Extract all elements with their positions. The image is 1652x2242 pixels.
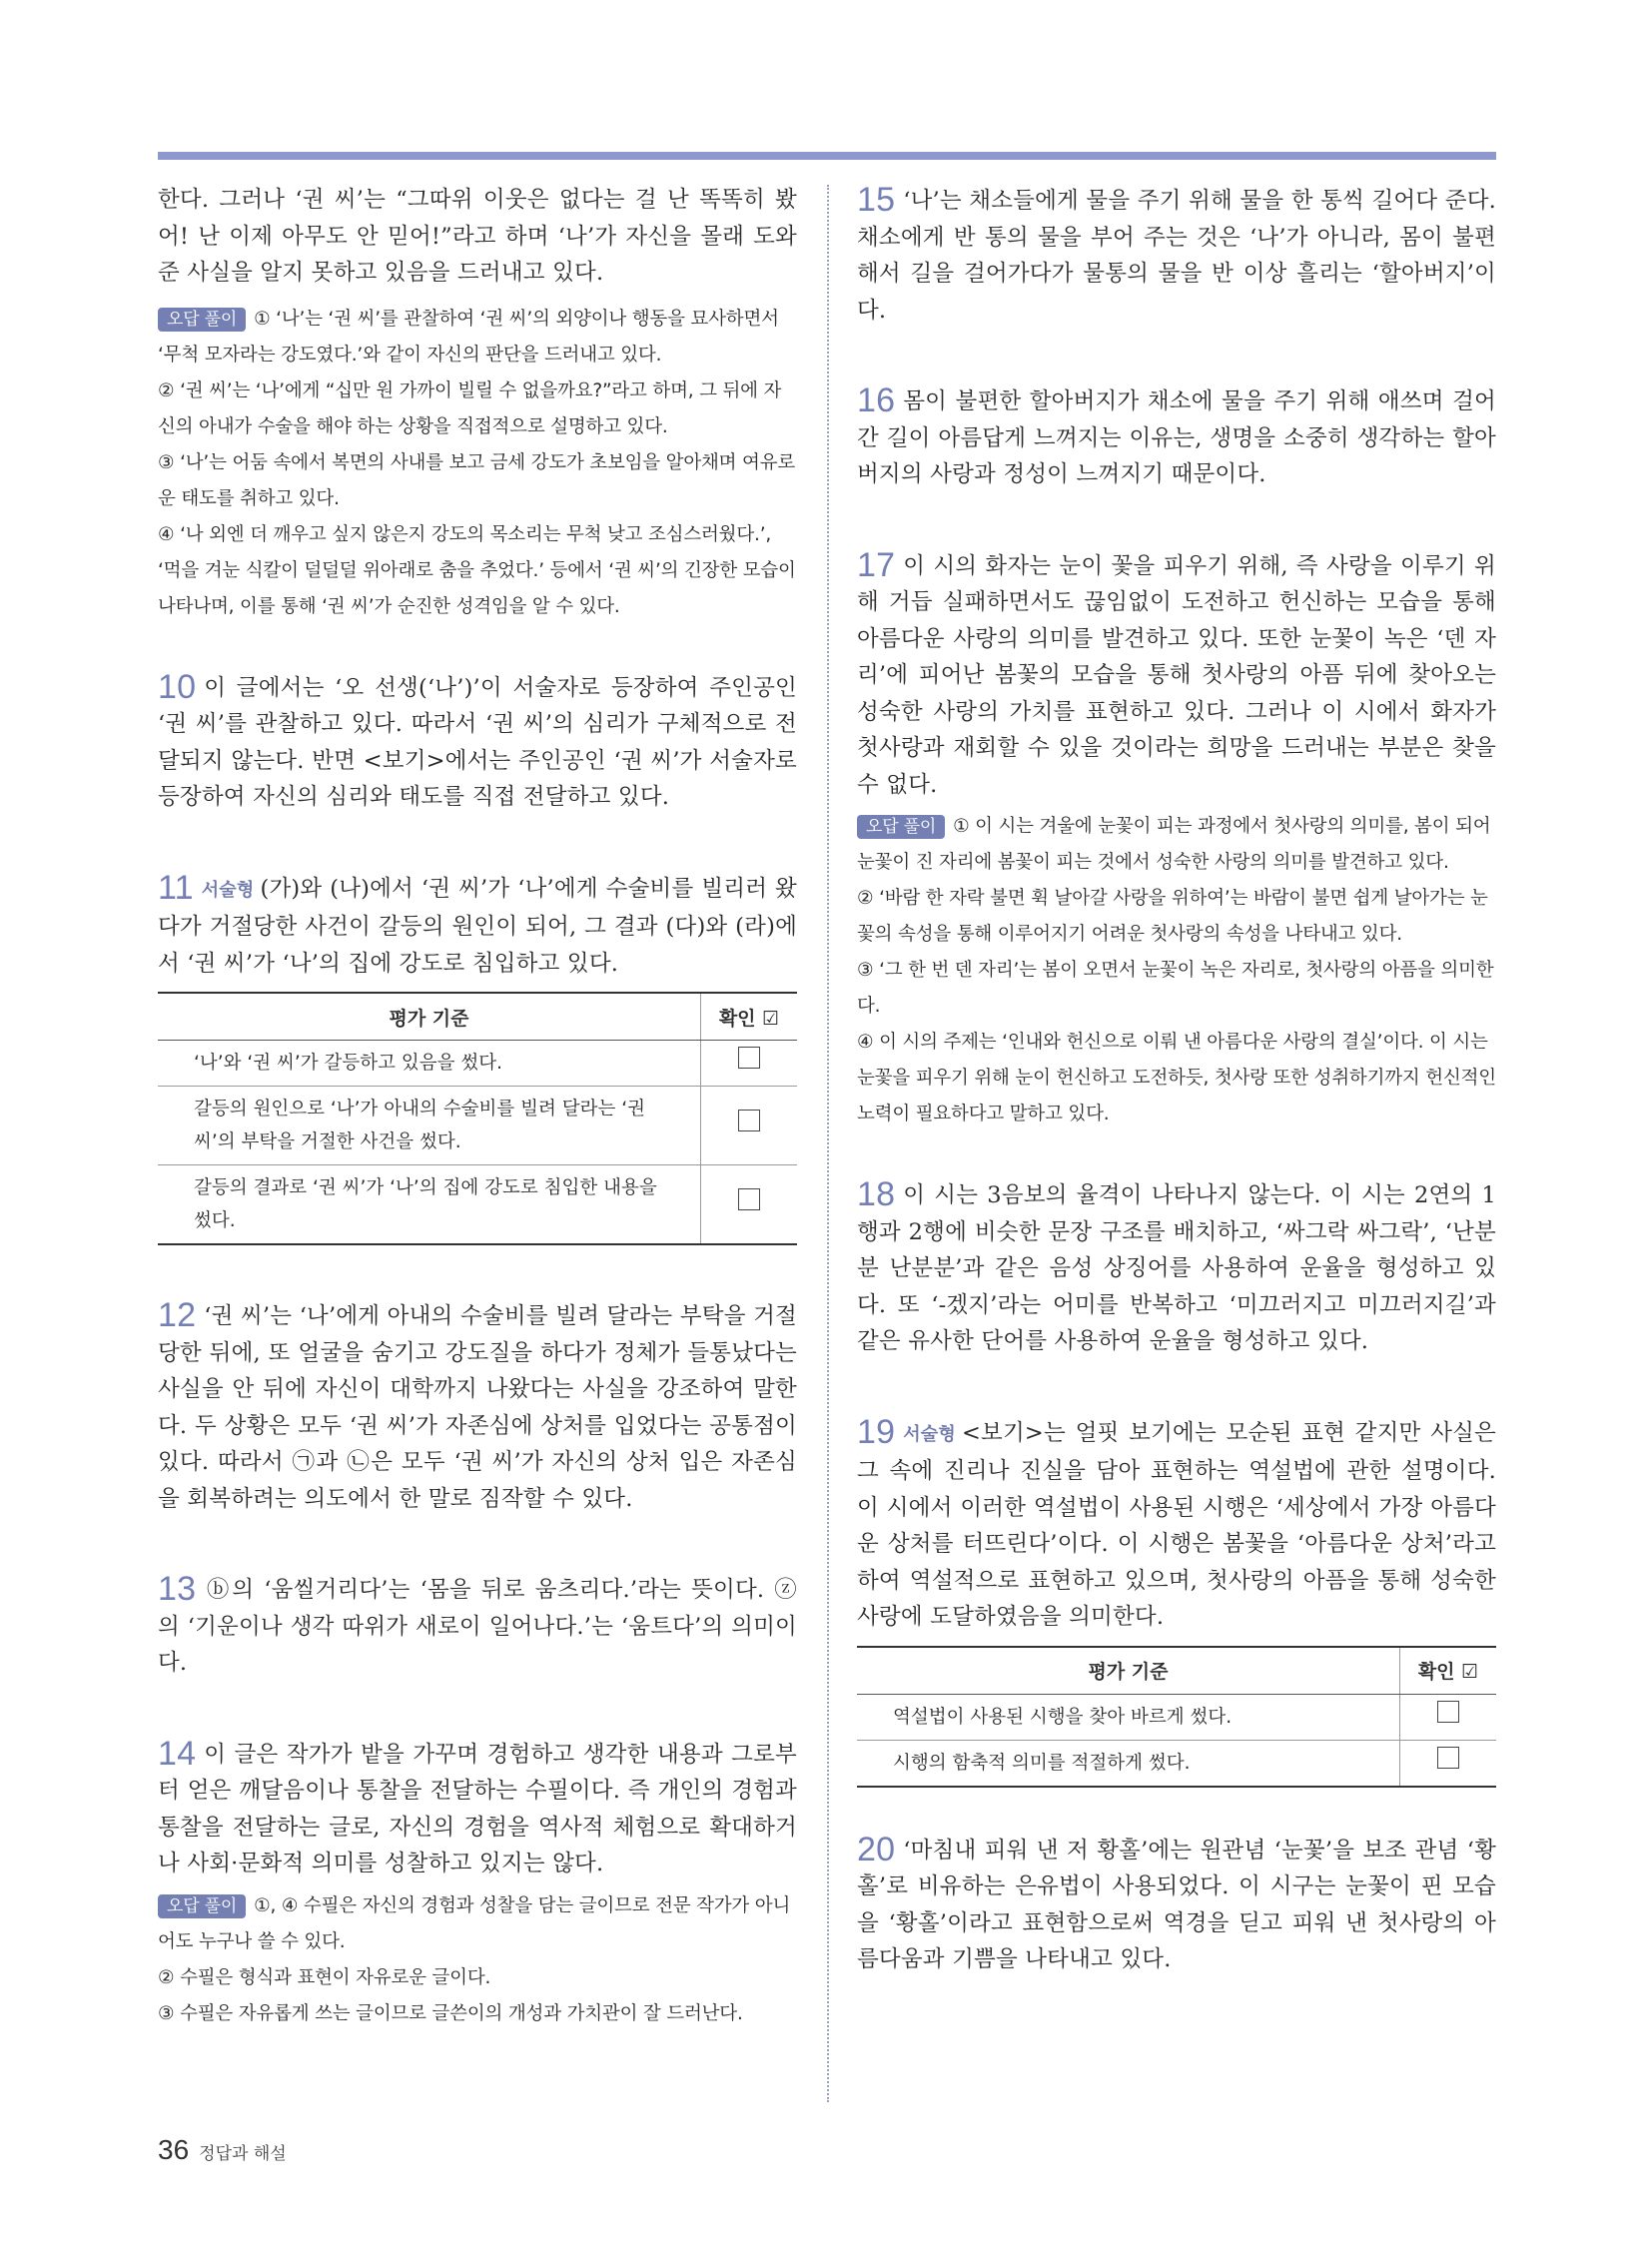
check-header: 확인 ☑	[1400, 1647, 1497, 1695]
note-line: ④ 이 시의 주제는 ‘인내와 헌신으로 이뤄 낸 아름다운 사랑의 결실’이다. 이 시는 눈꽃을 피우기 위해 눈이 헌신하고 도전하듯, 첫사랑 또한 성취하기까지 헌신적인 노력이 필요하다고 말하고 있다.	[857, 1032, 1496, 1124]
answer-13	[158, 1571, 797, 1682]
answer-text: ⓑ의 ‘움씰거리다’는 ‘몸을 뒤로 움츠리다.’라는 뜻이다. ⓩ의 ‘기운이나 생각 따위가 새로이 일어나다.’는 ‘움트다’의 의미이다.	[158, 1577, 797, 1676]
question-number: 15	[857, 181, 896, 219]
answer-11	[158, 870, 797, 1246]
answer-12	[158, 1297, 797, 1517]
criteria-header: 평가 기준	[158, 993, 701, 1041]
note-line: ①, ④ 수필은 자신의 경험과 성찰을 담는 글이므로 전문 작가가 아니어도 누구나 쓸 수 있다.	[158, 1894, 791, 1952]
note-block-17	[857, 809, 1496, 1132]
note-line: ③ 수필은 자유롭게 쓰는 글이므로 글쓴이의 개성과 가치관이 잘 드러난다.	[158, 2002, 743, 2024]
left-column	[158, 182, 797, 2032]
note-line: ③ ‘나’는 어둠 속에서 복면의 사내를 보고 금세 강도가 초보임을 알아채며 여유로운 태도를 취하고 있다.	[158, 451, 796, 509]
essay-tag: 서술형	[201, 879, 255, 901]
answer-text: <보기>는 얼핏 보기에는 모순된 표현 같지만 사실은 그 속에 진리나 진실을 담아 표현하는 역설법에 관한 설명이다. 이 시에서 이러한 역설법이 사용된 시행은 ‘세상에서 가장 아름다운 상처를 터뜨린다’이다. 이 시행은 봄꽃을 ‘아름다운 상처’라고 하여 역설적으로 표현하고 있으며, 첫사랑의 아픔을 통해 성숙한 사랑에 도달하였음을 의미한다.	[857, 1419, 1496, 1630]
answer-text: (가)와 (나)에서 ‘권 씨’가 ‘나’에게 수술비를 빌리러 왔다가 거절당한 사건이 갈등의 원인이 되어, 그 결과 (다)와 (라)에서 ‘권 씨’가 ‘나’의 집에 강도로 침입하고 있다.	[158, 875, 797, 977]
criteria-cell: 역설법이 사용된 시행을 찾아 바르게 썼다.	[857, 1694, 1400, 1740]
question-number: 18	[857, 1175, 896, 1213]
question-number: 11	[158, 868, 194, 907]
page-number: 36	[158, 2134, 190, 2165]
answer-text: ‘나’는 채소들에게 물을 주기 위해 물을 한 통씩 길어다 준다. 채소에게 반 통의 물을 부어 주는 것은 ‘나’가 아니라, 몸이 불편해서 길을 걸어가다가 물통의 물을 반 이상 흘리는 ‘할아버지’이다.	[857, 188, 1496, 324]
note-line: ③ ‘그 한 번 덴 자리’는 봄이 오면서 눈꽃이 녹은 자리로, 첫사랑의 아픔을 의미한다.	[857, 960, 1494, 1017]
criteria-cell: 시행의 함축적 의미를 적절하게 썼다.	[857, 1740, 1400, 1787]
check-header: 확인 ☑	[701, 993, 798, 1041]
wrong-answer-badge: 오답 풀이	[158, 1894, 246, 1918]
header-rule	[158, 152, 1496, 160]
answer-text: 이 글은 작가가 밭을 가꾸며 경험하고 생각한 내용과 그로부터 얻은 깨달음이나 통찰을 전달하는 수필이다. 즉 개인의 경험과 통찰을 전달하는 글로, 자신의 경험을 역사적 체험으로 확대하거나 사회·문화적 의미를 성찰하고 있지는 않다.	[158, 1741, 797, 1876]
answer-text: 이 글에서는 ‘오 선생(‘나’)’이 서술자로 등장하여 주인공인 ‘권 씨’를 관찰하고 있다. 따라서 ‘권 씨’의 심리가 구체적으로 전달되지 않는다. 반면 <보기>에서는 주인공인 ‘권 씨’가 서술자로 등장하여 자신의 심리와 태도를 직접 전달하고 있다.	[158, 674, 797, 810]
question-number: 12	[158, 1296, 197, 1334]
answer-text: ‘권 씨’는 ‘나’에게 아내의 수술비를 빌려 달라는 부탁을 거절당한 뒤에, 또 얼굴을 숨기고 강도질을 하다가 정체가 들통났다는 사실을 안 뒤에 자신이 대학까지 나왔다는 사실을 강조하여 말한다. 두 상황은 모두 ‘권 씨’가 자존심에 상처를 입었다는 공통점이 있다. 따라서 ㉠과 ㉡은 모두 ‘권 씨’가 자신의 상처 입은 자존심을 회복하려는 의도에서 한 말로 짐작할 수 있다.	[158, 1303, 797, 1512]
question-number: 13	[158, 1570, 197, 1608]
checkbox[interactable]	[738, 1110, 760, 1131]
answer-14	[158, 1736, 797, 2032]
answer-17	[857, 547, 1496, 1133]
wrong-answer-badge: 오답 풀이	[857, 815, 945, 839]
essay-tag: 서술형	[903, 1423, 956, 1445]
checkbox[interactable]	[1437, 1747, 1459, 1769]
note-line: ② ‘권 씨’는 ‘나’에게 “십만 원 가까이 빌릴 수 없을까요?”라고 하며, 그 뒤에 자신의 아내가 수술을 해야 하는 상황을 직접적으로 설명하고 있다.	[158, 379, 782, 437]
criteria-cell: 갈등의 결과로 ‘권 씨’가 ‘나’의 집에 강도로 침입한 내용을 썼다.	[158, 1165, 701, 1245]
question-number: 20	[857, 1830, 896, 1868]
checkbox[interactable]	[1437, 1701, 1459, 1723]
answer-text: ‘마침내 피워 낸 저 황홀’에는 원관념 ‘눈꽃’을 보조 관념 ‘황홀’로 비유하는 은유법이 사용되었다. 이 시구는 눈꽃이 핀 모습을 ‘황홀’이라고 표현함으로써 역경을 딛고 피워 낸 첫사랑의 아름다움과 기쁨을 나타내고 있다.	[857, 1837, 1496, 1972]
note-line: ④ ‘나 외엔 더 깨우고 싶지 않은지 강도의 목소리는 무척 낮고 조심스러웠다.’, ‘먹을 겨눈 식칼이 덜덜덜 위아래로 춤을 추었다.’ 등에서 ‘권 씨’의 긴장한 모습이 나타나며, 이를 통해 ‘권 씨’가 순진한 성격임을 알 수 있다.	[158, 523, 796, 617]
note-block-9	[158, 302, 797, 625]
note-line: ① ‘나’는 ‘권 씨’를 관찰하여 ‘권 씨’의 외양이나 행동을 묘사하면서 ‘무척 모자라는 강도였다.’와 같이 자신의 판단을 드러내고 있다.	[158, 308, 779, 366]
answer-15	[857, 182, 1496, 329]
answer-text: 이 시는 3음보의 율격이 나타나지 않는다. 이 시는 2연의 1행과 2행에 비슷한 문장 구조를 배치하고, ‘싸그락 싸그락’, ‘난분분 난분분’과 같은 음성 상징어를 사용하여 운율을 형성하고 있다. 또 ‘-겠지’라는 어미를 반복하고 ‘미끄러지고 미끄러지길’과 같은 유사한 단어를 사용하여 운율을 형성하고 있다.	[857, 1182, 1496, 1354]
note-block-14	[158, 1888, 797, 2032]
question-number: 10	[158, 667, 197, 706]
table-row	[158, 1041, 797, 1087]
question-number: 19	[857, 1412, 896, 1451]
answer-text: 이 시의 화자는 눈이 꽃을 피우기 위해, 즉 사랑을 이루기 위해 거듭 실패하면서도 끊임없이 도전하고 헌신하는 모습을 통해 아름다운 사랑의 의미를 발견하고 있다. 또한 눈꽃이 녹은 ‘덴 자리’에 피어난 봄꽃의 모습을 통해 첫사랑의 아픔 뒤에 찾아오는 성숙한 사랑의 가치를 표현하고 있다. 그러나 이 시에서 화자가 첫사랑과 재회할 수 있을 것이라는 희망을 드러내는 부분은 찾을 수 없다.	[857, 552, 1496, 798]
evaluation-table	[857, 1646, 1496, 1788]
question-number: 16	[857, 381, 896, 419]
note-line: ① 이 시는 겨울에 눈꽃이 피는 과정에서 첫사랑의 의미를, 봄이 되어 눈꽃이 진 자리에 봄꽃이 피는 것에서 성숙한 사랑의 의미를 발견하고 있다.	[857, 816, 1491, 873]
checkbox[interactable]	[738, 1047, 760, 1069]
page-title: 정답과 해설	[199, 2144, 287, 2164]
wrong-answer-badge: 오답 풀이	[158, 308, 246, 332]
answer-19	[857, 1414, 1496, 1788]
page-footer	[158, 2134, 287, 2166]
criteria-header: 평가 기준	[857, 1647, 1400, 1695]
question-number: 17	[857, 545, 896, 584]
column-divider	[827, 185, 829, 2102]
criteria-cell: ‘나’와 ‘권 씨’가 갈등하고 있음을 썼다.	[158, 1041, 701, 1087]
checkbox[interactable]	[738, 1188, 760, 1210]
table-row	[857, 1740, 1496, 1787]
note-line: ② 수필은 형식과 표현이 자유로운 글이다.	[158, 1966, 491, 1988]
answer-18	[857, 1176, 1496, 1360]
answer-20	[857, 1832, 1496, 1978]
question-number: 14	[158, 1734, 197, 1773]
answer-16	[857, 382, 1496, 493]
table-row	[158, 1087, 797, 1165]
table-row	[158, 1165, 797, 1245]
criteria-cell: 갈등의 원인으로 ‘나’가 아내의 수술비를 빌려 달라는 ‘권 씨’의 부탁을 거절한 사건을 썼다.	[158, 1087, 701, 1165]
answer-10	[158, 669, 797, 816]
answer-text: 몸이 불편한 할아버지가 채소에 물을 주기 위해 애쓰며 걸어간 길이 아름답게 느껴지는 이유는, 생명을 소중히 생각하는 할아버지의 사랑과 정성이 느껴지기 때문이다.	[857, 388, 1496, 487]
table-row	[857, 1694, 1496, 1740]
note-line: ② ‘바람 한 자락 불면 휙 날아갈 사랑을 위하여’는 바람이 불면 쉽게 날아가는 눈꽃의 속성을 통해 이루어지기 어려운 첫사랑의 속성을 나타내고 있다.	[857, 888, 1488, 945]
continued-text: 한다. 그러나 ‘권 씨’는 “그따위 이웃은 없다는 걸 난 똑똑히 봤어! 난 이제 아무도 안 믿어!”라고 하며 ‘나’가 자신을 몰래 도와준 사실을 알지 못하고 있음을 드러내고 있다.	[158, 187, 797, 286]
evaluation-table	[158, 992, 797, 1245]
right-column	[857, 182, 1496, 1978]
